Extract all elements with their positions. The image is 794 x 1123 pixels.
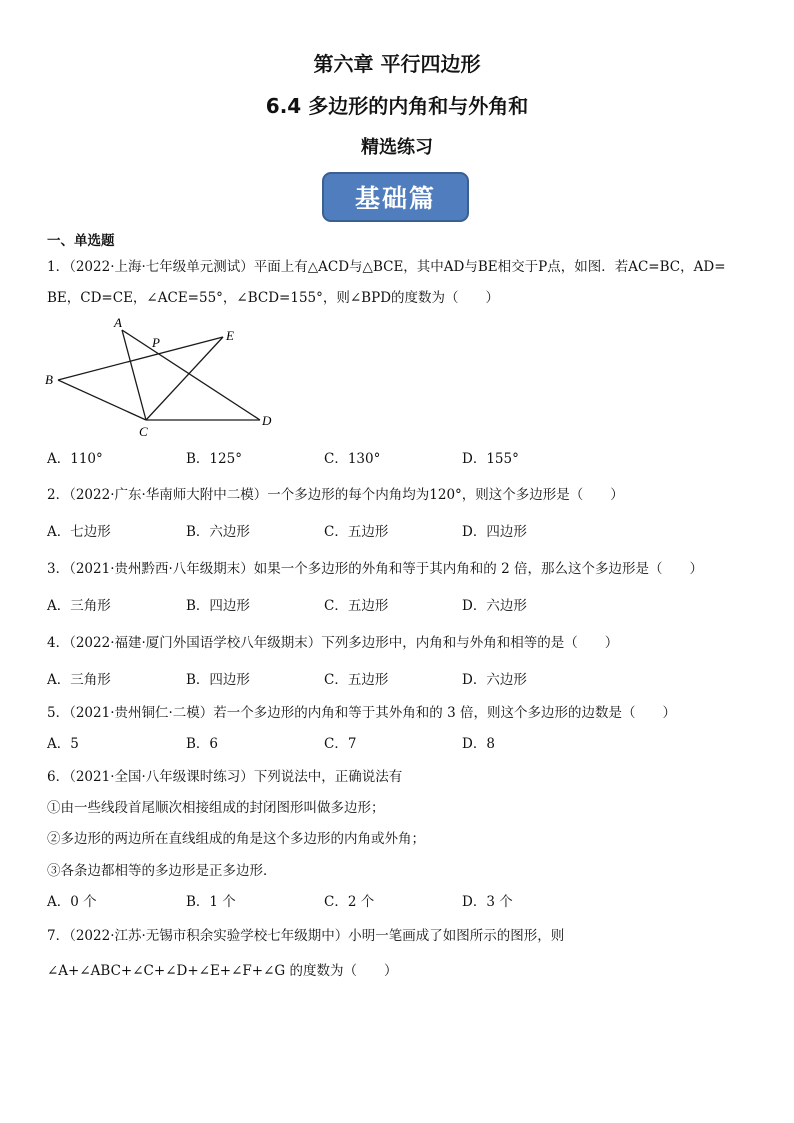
q1-option-d[interactable]: D．155° bbox=[462, 451, 519, 467]
q6-option-a[interactable]: A．0 个 bbox=[47, 894, 97, 910]
q4-text: 4．（2022·福建·厦门外国语学校八年级期末）下列多边形中，内角和与外角和相等的是（ ） bbox=[47, 635, 619, 651]
q4-option-b[interactable]: B．四边形 bbox=[186, 672, 250, 688]
label-d: D bbox=[262, 413, 272, 428]
q6-option-b[interactable]: B．1 个 bbox=[186, 894, 236, 910]
q3-option-d[interactable]: D．六边形 bbox=[462, 598, 527, 614]
q6-statement-3: ③各条边都相等的多边形是正多边形． bbox=[47, 863, 277, 879]
q5-option-b[interactable]: B．6 bbox=[186, 736, 219, 752]
q5-option-a[interactable]: A．5 bbox=[47, 736, 79, 752]
q7-line2: ∠A+∠ABC+∠C+∠D+∠E+∠F+∠G 的度数为（ ） bbox=[47, 963, 398, 979]
q2-option-a[interactable]: A．七边形 bbox=[47, 524, 111, 540]
q2-option-c[interactable]: C．五边形 bbox=[324, 524, 389, 540]
q6-statement-1: ①由一些线段首尾顺次相接组成的封闭图形叫做多边形； bbox=[47, 800, 385, 816]
q2-option-b[interactable]: B．六边形 bbox=[186, 524, 250, 540]
chapter-title: 第六章 平行四边形 bbox=[313, 52, 481, 76]
q1-option-b[interactable]: B．125° bbox=[186, 451, 242, 467]
q4-option-a[interactable]: A．三角形 bbox=[47, 672, 111, 688]
q1-line2: BE，CD=CE，∠ACE=55°，∠BCD=155°，则∠BPD的度数为（ ） bbox=[47, 290, 500, 306]
q6-option-c[interactable]: C．2 个 bbox=[324, 894, 375, 910]
segment-bc bbox=[58, 380, 146, 420]
label-p: P bbox=[152, 335, 160, 350]
q4-option-d[interactable]: D．六边形 bbox=[462, 672, 527, 688]
level-badge: 基础篇 bbox=[322, 172, 469, 222]
q1-option-a[interactable]: A．110° bbox=[47, 451, 103, 467]
q5-option-d[interactable]: D．8 bbox=[462, 736, 495, 752]
q7-text: 7．（2022·江苏·无锡市积余实验学校七年级期中）小明一笔画成了如图所示的图形，则 bbox=[47, 928, 565, 944]
q6-text: 6．（2021·全国·八年级课时练习）下列说法中，正确说法有 bbox=[47, 769, 403, 785]
q1-line1: 1．（2022·上海·七年级单元测试）平面上有△ACD与△BCE，其中AD与BE相交于P点，如图．若AC=BC，AD= bbox=[47, 259, 726, 275]
q2-text: 2．（2022·广东·华南师大附中二模）一个多边形的每个内角均为120°，则这个多边形是（ ） bbox=[47, 487, 624, 503]
q6-option-d[interactable]: D．3 个 bbox=[462, 894, 513, 910]
label-c: C bbox=[139, 424, 148, 439]
section-heading: 一、单选题 bbox=[47, 233, 115, 249]
q1-option-c[interactable]: C．130° bbox=[324, 451, 381, 467]
q3-option-b[interactable]: B．四边形 bbox=[186, 598, 250, 614]
q5-text: 5．（2021·贵州铜仁·二模）若一个多边形的内角和等于其外角和的 3 倍，则这个多边形的边数是（ ） bbox=[47, 705, 676, 721]
label-e: E bbox=[226, 328, 234, 343]
q3-option-a[interactable]: A．三角形 bbox=[47, 598, 111, 614]
label-a: A bbox=[114, 315, 122, 330]
segment-be bbox=[58, 337, 223, 380]
q6-statement-2: ②多边形的两边所在直线组成的角是这个多边形的内角或外角； bbox=[47, 831, 425, 847]
lesson-title: 6.4 多边形的内角和与外角和 bbox=[265, 94, 529, 118]
q5-option-c[interactable]: C．7 bbox=[324, 736, 357, 752]
subtitle: 精选练习 bbox=[361, 137, 433, 158]
q4-option-c[interactable]: C．五边形 bbox=[324, 672, 389, 688]
label-b: B bbox=[45, 372, 53, 387]
q2-option-d[interactable]: D．四边形 bbox=[462, 524, 527, 540]
q3-option-c[interactable]: C．五边形 bbox=[324, 598, 389, 614]
q3-text: 3．（2021·贵州黔西·八年级期末）如果一个多边形的外角和等于其内角和的 2 倍，那么这个多边形是（ ） bbox=[47, 561, 703, 577]
q1-figure bbox=[40, 312, 290, 440]
